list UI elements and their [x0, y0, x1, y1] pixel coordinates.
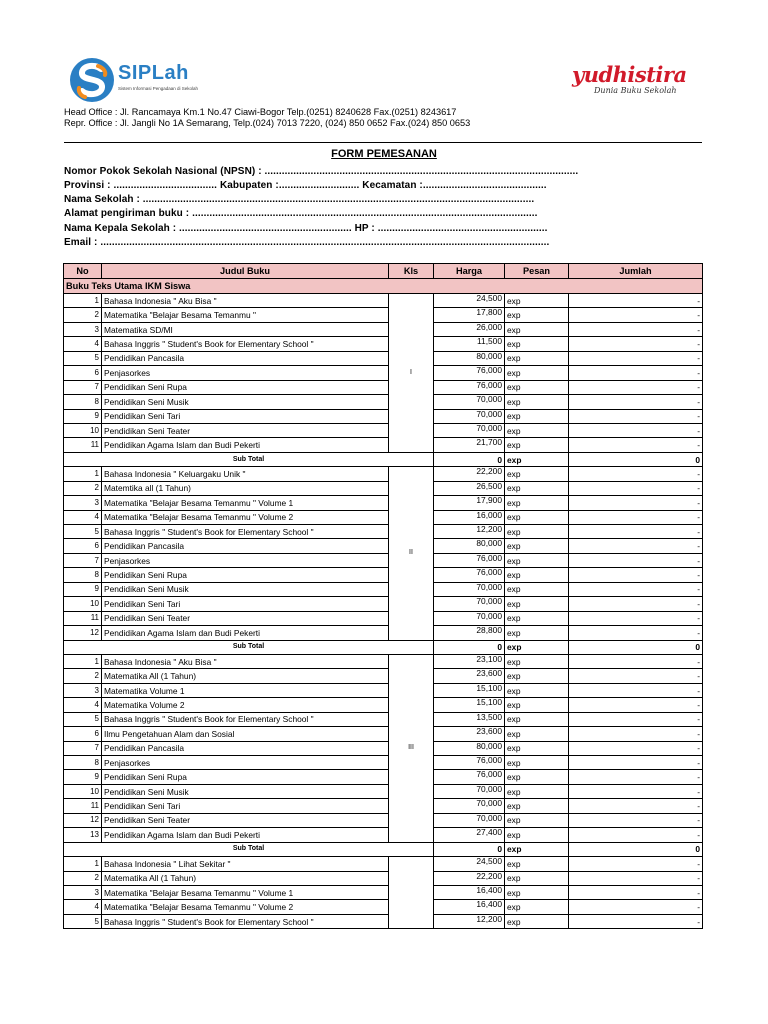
- line-total: -: [569, 496, 703, 510]
- book-price: 16,000: [434, 510, 505, 524]
- table-row: [64, 467, 703, 481]
- table-row: [64, 423, 703, 437]
- table-row: [64, 438, 703, 452]
- row-number: 13: [64, 828, 102, 842]
- table-row: [64, 871, 703, 885]
- order-qty-cell[interactable]: exp: [505, 727, 569, 741]
- order-qty-cell[interactable]: exp: [505, 322, 569, 336]
- subtotal-label: Sub Total: [64, 452, 434, 466]
- subtotal-row: [64, 452, 703, 466]
- book-title: Pendidikan Pancasila: [102, 539, 389, 553]
- table-row: [64, 669, 703, 683]
- table-row: [64, 510, 703, 524]
- order-qty-cell[interactable]: exp: [505, 597, 569, 611]
- table-row: [64, 857, 703, 871]
- subtotal-row: [64, 842, 703, 856]
- order-qty-cell[interactable]: exp: [505, 611, 569, 625]
- subtotal-qty: 0: [434, 842, 505, 856]
- region-fields[interactable]: Provinsi : .................................... Kabupaten :............................ Kecamatan :...........................................: [64, 180, 547, 191]
- table-row: [64, 756, 703, 770]
- row-number: 9: [64, 409, 102, 423]
- book-price: 70,000: [434, 784, 505, 798]
- row-number: 12: [64, 813, 102, 827]
- subtotal-amount: 0: [569, 452, 703, 466]
- book-title: Pendidikan Agama Islam dan Budi Pekerti: [102, 626, 389, 640]
- book-price: 80,000: [434, 741, 505, 755]
- table-row: [64, 322, 703, 336]
- order-qty-cell[interactable]: exp: [505, 423, 569, 437]
- book-title: Matematika "Belajar Besama Temanmu " Volume 1: [102, 885, 389, 899]
- row-number: 10: [64, 597, 102, 611]
- table-row: [64, 525, 703, 539]
- email-field[interactable]: Email : ............................................................................................................................................................: [64, 237, 550, 248]
- line-total: -: [569, 395, 703, 409]
- book-title: Pendidikan Seni Musik: [102, 395, 389, 409]
- book-title: Pendidikan Seni Musik: [102, 784, 389, 798]
- line-total: -: [569, 741, 703, 755]
- line-total: -: [569, 294, 703, 308]
- line-total: -: [569, 308, 703, 322]
- order-qty-cell[interactable]: exp: [505, 712, 569, 726]
- book-price: 80,000: [434, 539, 505, 553]
- line-total: -: [569, 871, 703, 885]
- order-qty-cell[interactable]: exp: [505, 467, 569, 481]
- line-total: -: [569, 337, 703, 351]
- subtotal-label: Sub Total: [64, 842, 434, 856]
- book-price: 23,600: [434, 669, 505, 683]
- line-total: -: [569, 525, 703, 539]
- row-number: 1: [64, 654, 102, 668]
- table-row: [64, 784, 703, 798]
- order-qty-cell[interactable]: exp: [505, 626, 569, 640]
- subtotal-amount: 0: [569, 842, 703, 856]
- table-row: [64, 496, 703, 510]
- line-total: -: [569, 582, 703, 596]
- book-title: Matematika SD/MI: [102, 322, 389, 336]
- line-total: -: [569, 423, 703, 437]
- line-total: -: [569, 539, 703, 553]
- row-number: 5: [64, 914, 102, 928]
- row-number: 3: [64, 885, 102, 899]
- row-number: 4: [64, 698, 102, 712]
- letterhead: [0, 0, 768, 140]
- table-row: [64, 294, 703, 308]
- table-row: [64, 553, 703, 567]
- book-price: 12,200: [434, 525, 505, 539]
- table-row: [64, 654, 703, 668]
- table-row: [64, 481, 703, 495]
- repr-office-address: Repr. Office : Jl. Jangli No 1A Semarang, Telp.(024) 7013 7220, (024) 850 0652 Fax.(024) 850 0653: [64, 118, 471, 128]
- shipping-address-field[interactable]: Alamat pengiriman buku : ........................................................................................................................: [64, 208, 538, 219]
- subtotal-qty: 0: [434, 640, 505, 654]
- book-title: Pendidikan Agama Islam dan Budi Pekerti: [102, 828, 389, 842]
- table-row: [64, 885, 703, 899]
- row-number: 3: [64, 496, 102, 510]
- row-number: 5: [64, 712, 102, 726]
- subtotal-row: [64, 640, 703, 654]
- order-qty-cell[interactable]: exp: [505, 380, 569, 394]
- row-number: 10: [64, 423, 102, 437]
- line-total: -: [569, 698, 703, 712]
- class-level: II: [389, 467, 434, 640]
- row-number: 12: [64, 626, 102, 640]
- book-title: Bahasa Indonesia " Aku Bisa ": [102, 294, 389, 308]
- book-price: 23,600: [434, 727, 505, 741]
- subtotal-qty: 0: [434, 452, 505, 466]
- head-office-address: Head Office : Jl. Rancamaya Km.1 No.47 Ciawi-Bogor Telp.(0251) 8240628 Fax.(0251) 8243617: [64, 107, 457, 117]
- line-total: -: [569, 857, 703, 871]
- book-price: 70,000: [434, 799, 505, 813]
- table-row: [64, 741, 703, 755]
- book-title: Penjasorkes: [102, 553, 389, 567]
- row-number: 9: [64, 582, 102, 596]
- book-title: Bahasa Indonesia " Aku Bisa ": [102, 654, 389, 668]
- book-title: Bahasa Inggris " Student's Book for Elementary School ": [102, 525, 389, 539]
- subtotal-pesan: exp: [505, 842, 569, 856]
- class-level: [389, 857, 434, 929]
- table-row: [64, 568, 703, 582]
- book-price: 15,100: [434, 683, 505, 697]
- row-number: 8: [64, 395, 102, 409]
- line-total: -: [569, 756, 703, 770]
- table-row: [64, 900, 703, 914]
- order-qty-cell[interactable]: exp: [505, 510, 569, 524]
- book-title: Matematika "Belajar Besama Temanmu " Volume 1: [102, 496, 389, 510]
- book-price: 27,400: [434, 828, 505, 842]
- book-title: Pendidikan Seni Rupa: [102, 568, 389, 582]
- order-qty-cell[interactable]: exp: [505, 900, 569, 914]
- line-total: -: [569, 481, 703, 495]
- book-title: Matematika "Belajar Besama Temanmu ": [102, 308, 389, 322]
- section-label: Buku Teks Utama IKM Siswa: [64, 279, 703, 294]
- book-price: 22,200: [434, 871, 505, 885]
- line-total: -: [569, 611, 703, 625]
- order-qty-cell[interactable]: exp: [505, 813, 569, 827]
- row-number: 4: [64, 510, 102, 524]
- col-header-kls: Kls: [389, 264, 434, 279]
- order-qty-cell[interactable]: exp: [505, 683, 569, 697]
- book-price: 70,000: [434, 582, 505, 596]
- book-price: 28,800: [434, 626, 505, 640]
- order-qty-cell[interactable]: exp: [505, 395, 569, 409]
- siplah-logo-icon: [68, 56, 116, 104]
- order-qty-cell[interactable]: exp: [505, 496, 569, 510]
- row-number: 5: [64, 525, 102, 539]
- row-number: 4: [64, 337, 102, 351]
- table-row: [64, 380, 703, 394]
- order-qty-cell[interactable]: exp: [505, 582, 569, 596]
- line-total: -: [569, 900, 703, 914]
- col-header-no: No: [64, 264, 102, 279]
- row-number: 6: [64, 366, 102, 380]
- book-title: Pendidikan Seni Tari: [102, 597, 389, 611]
- book-title: Matematika Volume 1: [102, 683, 389, 697]
- line-total: -: [569, 626, 703, 640]
- table-row: [64, 698, 703, 712]
- siplah-logo: [68, 56, 228, 106]
- order-qty-cell[interactable]: exp: [505, 885, 569, 899]
- col-header-jumlah: Jumlah: [569, 264, 703, 279]
- book-title: Matematika All (1 Tahun): [102, 669, 389, 683]
- row-number: 2: [64, 669, 102, 683]
- order-qty-cell[interactable]: exp: [505, 337, 569, 351]
- line-total: -: [569, 438, 703, 452]
- book-price: 76,000: [434, 380, 505, 394]
- book-price: 76,000: [434, 366, 505, 380]
- line-total: -: [569, 683, 703, 697]
- siplah-tagline: Sistem Informasi Pengadaan di Sekolah: [118, 86, 199, 91]
- book-price: 70,000: [434, 409, 505, 423]
- table-row: [64, 597, 703, 611]
- line-total: -: [569, 669, 703, 683]
- book-price: 15,100: [434, 698, 505, 712]
- book-price: 23,100: [434, 654, 505, 668]
- subtotal-label: Sub Total: [64, 640, 434, 654]
- book-title: Pendidikan Seni Tari: [102, 799, 389, 813]
- row-number: 6: [64, 727, 102, 741]
- line-total: -: [569, 784, 703, 798]
- line-total: -: [569, 322, 703, 336]
- row-number: 11: [64, 799, 102, 813]
- order-qty-cell[interactable]: exp: [505, 698, 569, 712]
- line-total: -: [569, 510, 703, 524]
- book-title: Ilmu Pengetahuan Alam dan Sosial: [102, 727, 389, 741]
- order-qty-cell[interactable]: exp: [505, 525, 569, 539]
- book-price: 70,000: [434, 813, 505, 827]
- book-price: 22,200: [434, 467, 505, 481]
- line-total: -: [569, 914, 703, 928]
- table-row: [64, 582, 703, 596]
- book-price: 16,400: [434, 885, 505, 899]
- table-row: [64, 539, 703, 553]
- principal-hp-fields[interactable]: Nama Kepala Sekolah : ............................................................ HP : ...........................................................: [64, 223, 548, 234]
- row-number: 8: [64, 568, 102, 582]
- row-number: 10: [64, 784, 102, 798]
- table-row: [64, 395, 703, 409]
- col-header-harga: Harga: [434, 264, 505, 279]
- order-qty-cell[interactable]: exp: [505, 770, 569, 784]
- book-title: Pendidikan Seni Teater: [102, 611, 389, 625]
- school-name-field[interactable]: Nama Sekolah : ........................................................................................................................................: [64, 194, 535, 205]
- line-total: -: [569, 366, 703, 380]
- book-title: Bahasa Indonesia " Lihat Sekitar ": [102, 857, 389, 871]
- book-title: Pendidikan Seni Teater: [102, 813, 389, 827]
- row-number: 3: [64, 322, 102, 336]
- book-price: 80,000: [434, 351, 505, 365]
- table-header-row: [64, 264, 703, 279]
- header-divider: [64, 142, 702, 143]
- table-row: [64, 308, 703, 322]
- line-total: -: [569, 828, 703, 842]
- table-row: [64, 770, 703, 784]
- book-price: 11,500: [434, 337, 505, 351]
- order-qty-cell[interactable]: exp: [505, 857, 569, 871]
- row-number: 4: [64, 900, 102, 914]
- table-row: [64, 351, 703, 365]
- book-title: Pendidikan Agama Islam dan Budi Pekerti: [102, 438, 389, 452]
- book-title: Bahasa Inggris " Student's Book for Elementary School ": [102, 914, 389, 928]
- book-title: Bahasa Indonesia " Keluargaku Unik ": [102, 467, 389, 481]
- line-total: -: [569, 467, 703, 481]
- row-number: 3: [64, 683, 102, 697]
- col-header-pesan: Pesan: [505, 264, 569, 279]
- order-qty-cell[interactable]: exp: [505, 366, 569, 380]
- subtotal-pesan: exp: [505, 640, 569, 654]
- line-total: -: [569, 597, 703, 611]
- table-row: [64, 914, 703, 928]
- class-level: III: [389, 654, 434, 842]
- book-price: 70,000: [434, 611, 505, 625]
- order-qty-cell[interactable]: exp: [505, 539, 569, 553]
- row-number: 1: [64, 467, 102, 481]
- col-header-judul: Judul Buku: [102, 264, 389, 279]
- book-title: Pendidikan Seni Teater: [102, 423, 389, 437]
- line-total: -: [569, 885, 703, 899]
- table-row: [64, 828, 703, 842]
- order-qty-cell[interactable]: exp: [505, 784, 569, 798]
- yudhistira-tagline: Dunia Buku Sekolah: [594, 86, 677, 95]
- yudhistira-name: yudhistira: [572, 62, 687, 87]
- row-number: 2: [64, 481, 102, 495]
- subtotal-pesan: exp: [505, 452, 569, 466]
- line-total: -: [569, 568, 703, 582]
- row-number: 1: [64, 857, 102, 871]
- row-number: 1: [64, 294, 102, 308]
- row-number: 7: [64, 553, 102, 567]
- order-qty-cell[interactable]: exp: [505, 871, 569, 885]
- order-qty-cell[interactable]: exp: [505, 553, 569, 567]
- book-price: 16,400: [434, 900, 505, 914]
- order-qty-cell[interactable]: exp: [505, 568, 569, 582]
- book-price: 24,500: [434, 294, 505, 308]
- book-price: 76,000: [434, 568, 505, 582]
- book-title: Pendidikan Seni Musik: [102, 582, 389, 596]
- book-price: 17,900: [434, 496, 505, 510]
- subtotal-amount: 0: [569, 640, 703, 654]
- book-title: Matematika "Belajar Besama Temanmu " Volume 2: [102, 900, 389, 914]
- book-title: Bahasa Inggris " Student's Book for Elementary School ": [102, 712, 389, 726]
- book-title: Pendidikan Seni Rupa: [102, 770, 389, 784]
- line-total: -: [569, 799, 703, 813]
- book-title: Matematika All (1 Tahun): [102, 871, 389, 885]
- table-row: [64, 799, 703, 813]
- table-row: [64, 712, 703, 726]
- book-price: 12,200: [434, 914, 505, 928]
- line-total: -: [569, 409, 703, 423]
- row-number: 9: [64, 770, 102, 784]
- line-total: -: [569, 380, 703, 394]
- table-row: [64, 337, 703, 351]
- book-title: Bahasa Inggris " Student's Book for Elementary School ": [102, 337, 389, 351]
- line-total: -: [569, 654, 703, 668]
- row-number: 2: [64, 871, 102, 885]
- order-qty-cell[interactable]: exp: [505, 438, 569, 452]
- book-price: 70,000: [434, 395, 505, 409]
- order-qty-cell[interactable]: exp: [505, 828, 569, 842]
- row-number: 7: [64, 741, 102, 755]
- row-number: 7: [64, 380, 102, 394]
- line-total: -: [569, 553, 703, 567]
- order-qty-cell[interactable]: exp: [505, 914, 569, 928]
- order-qty-cell[interactable]: exp: [505, 294, 569, 308]
- book-price: 70,000: [434, 597, 505, 611]
- order-qty-cell[interactable]: exp: [505, 654, 569, 668]
- order-qty-cell[interactable]: exp: [505, 741, 569, 755]
- book-title: Matematika "Belajar Besama Temanmu " Volume 2: [102, 510, 389, 524]
- order-qty-cell[interactable]: exp: [505, 481, 569, 495]
- table-row: [64, 366, 703, 380]
- table-row: [64, 611, 703, 625]
- book-title: Pendidikan Seni Rupa: [102, 380, 389, 394]
- line-total: -: [569, 813, 703, 827]
- form-title: FORM PEMESANAN: [331, 148, 437, 160]
- book-title: Pendidikan Seni Tari: [102, 409, 389, 423]
- siplah-name: SIPLah: [118, 62, 189, 84]
- table-row: [64, 813, 703, 827]
- order-qty-cell[interactable]: exp: [505, 308, 569, 322]
- book-price: 76,000: [434, 756, 505, 770]
- row-number: 5: [64, 351, 102, 365]
- order-table: [63, 263, 703, 929]
- book-title: Penjasorkes: [102, 366, 389, 380]
- book-price: 21,700: [434, 438, 505, 452]
- book-price: 26,500: [434, 481, 505, 495]
- section-row: [64, 279, 703, 294]
- order-body: [64, 294, 703, 929]
- line-total: -: [569, 351, 703, 365]
- book-price: 76,000: [434, 770, 505, 784]
- book-title: Matematika Volume 2: [102, 698, 389, 712]
- npsn-field[interactable]: Nomor Pokok Sekolah Nasional (NPSN) : .............................................................................................................: [64, 166, 579, 177]
- yudhistira-logo: [568, 62, 688, 102]
- table-row: [64, 626, 703, 640]
- book-title: Matemtika all (1 Tahun): [102, 481, 389, 495]
- order-qty-cell[interactable]: exp: [505, 409, 569, 423]
- table-row: [64, 727, 703, 741]
- class-level: I: [389, 294, 434, 453]
- book-title: Pendidikan Pancasila: [102, 741, 389, 755]
- line-total: -: [569, 727, 703, 741]
- book-price: 17,800: [434, 308, 505, 322]
- book-title: Pendidikan Pancasila: [102, 351, 389, 365]
- order-qty-cell[interactable]: exp: [505, 756, 569, 770]
- row-number: 8: [64, 756, 102, 770]
- book-price: 70,000: [434, 423, 505, 437]
- order-qty-cell[interactable]: exp: [505, 669, 569, 683]
- row-number: 2: [64, 308, 102, 322]
- book-price: 76,000: [434, 553, 505, 567]
- book-price: 26,000: [434, 322, 505, 336]
- row-number: 6: [64, 539, 102, 553]
- order-qty-cell[interactable]: exp: [505, 351, 569, 365]
- book-price: 24,500: [434, 857, 505, 871]
- book-title: Penjasorkes: [102, 756, 389, 770]
- row-number: 11: [64, 611, 102, 625]
- line-total: -: [569, 770, 703, 784]
- table-row: [64, 683, 703, 697]
- order-qty-cell[interactable]: exp: [505, 799, 569, 813]
- row-number: 11: [64, 438, 102, 452]
- book-price: 13,500: [434, 712, 505, 726]
- table-row: [64, 409, 703, 423]
- line-total: -: [569, 712, 703, 726]
